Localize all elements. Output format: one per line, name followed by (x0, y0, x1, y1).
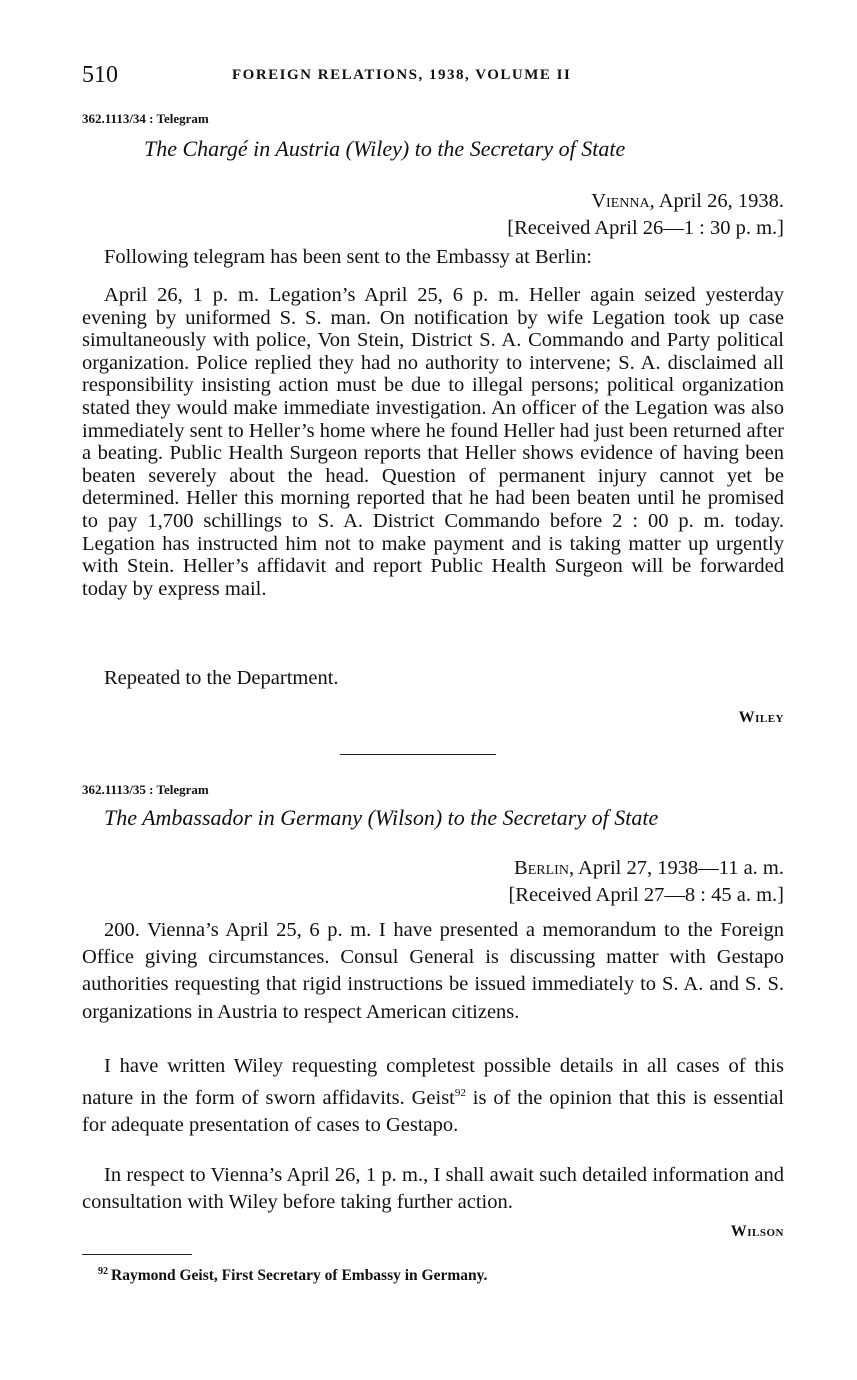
page-number: 510 (82, 62, 118, 88)
paragraph: In respect to Vienna’s April 26, 1 p. m., I shall await such detailed information and consultation with Wiley before taking further action. (82, 1164, 784, 1214)
received-line: [Received April 27—8 : 45 a. m.] (508, 884, 784, 906)
intro-paragraph: Following telegram has been sent to the Embassy at Berlin: (104, 246, 592, 268)
signature-wilson: Wilson (730, 1223, 784, 1240)
dateline-place: Berlin (514, 857, 569, 879)
running-title: FOREIGN RELATIONS, 1938, VOLUME II (232, 67, 572, 83)
file-reference: 362.1113/35 : Telegram (82, 782, 209, 797)
paragraph (82, 1053, 784, 1139)
dateline-text: , April 27, 1938—11 a. m. (568, 857, 784, 879)
footnote (98, 1266, 487, 1285)
dateline (507, 188, 784, 242)
footnote-marker: 92 (98, 1266, 108, 1277)
document-title: The Chargé in Austria (Wiley) to the Secretary of State (144, 136, 626, 161)
file-reference: 362.1113/34 : Telegram (82, 111, 209, 126)
footnote-rule (82, 1254, 192, 1255)
footnote-text: Raymond Geist, First Secretary of Embassy in Germany. (111, 1267, 488, 1285)
dateline-date (507, 188, 784, 215)
paragraph-text: is of the opinion that this is essential for adequate presentation of cases to Gestapo. (82, 1087, 784, 1137)
dateline-place: Vienna (591, 190, 650, 212)
footnote-reference: 92 (454, 1087, 466, 1100)
section-divider (340, 754, 496, 755)
page-header (82, 62, 784, 92)
document-page (82, 0, 784, 1380)
paragraph: 200. Vienna’s April 25, 6 p. m. I have presented a memorandum to the Foreign Office giving circumstances. Consul General is discussing matter with Gestapo authorities requesting that rigid instructions be issued immediately to S. A. and S. S. organizations in Austria to respect American citizens. (82, 919, 784, 1023)
dateline (508, 855, 784, 909)
telegram-body: April 26, 1 p. m. Legation’s April 25, 6 p. m. Heller again seized yesterday evening by uniformed S. S. man. On notification by wife Legation took up case simultaneously with police, Von Stein, District S. A. Commando and Party political organization. Police replied they had no authority to intervene; S. A. disclaimed all responsibility insisting action must be due to illegal persons; political organization stated they would make immediate investigation. An officer of the Legation was also immediately sent to Heller’s home where he found Heller had just been returned after a beating. Public Health Surgeon reports that Heller shows evidence of having been beaten severely about the head. Question of permanent injury cannot yet be determined. Heller this morning reported that he had been beaten until he promised to pay 1,700 schillings to S. A. District Commando before 2 : 00 p. m. today. Legation has instructed him not to make payment and is taking matter up urgently with Stein. Heller’s affidavit and report Public Health Surgeon will be forwarded today by express mail. (82, 284, 784, 600)
received-line: [Received April 26—1 : 30 p. m.] (507, 217, 784, 239)
paragraph-text: I have written Wiley requesting completest possible details in all cases of this nature in the form of sworn affidavits. Geist (82, 1055, 784, 1110)
document-title: The Ambassador in Germany (Wilson) to the Secretary of State (104, 805, 659, 830)
signature-wiley: Wiley (738, 709, 784, 726)
dateline-text: , April 26, 1938. (649, 190, 784, 212)
dateline-date (508, 855, 784, 882)
repeated-line: Repeated to the Department. (104, 667, 339, 689)
